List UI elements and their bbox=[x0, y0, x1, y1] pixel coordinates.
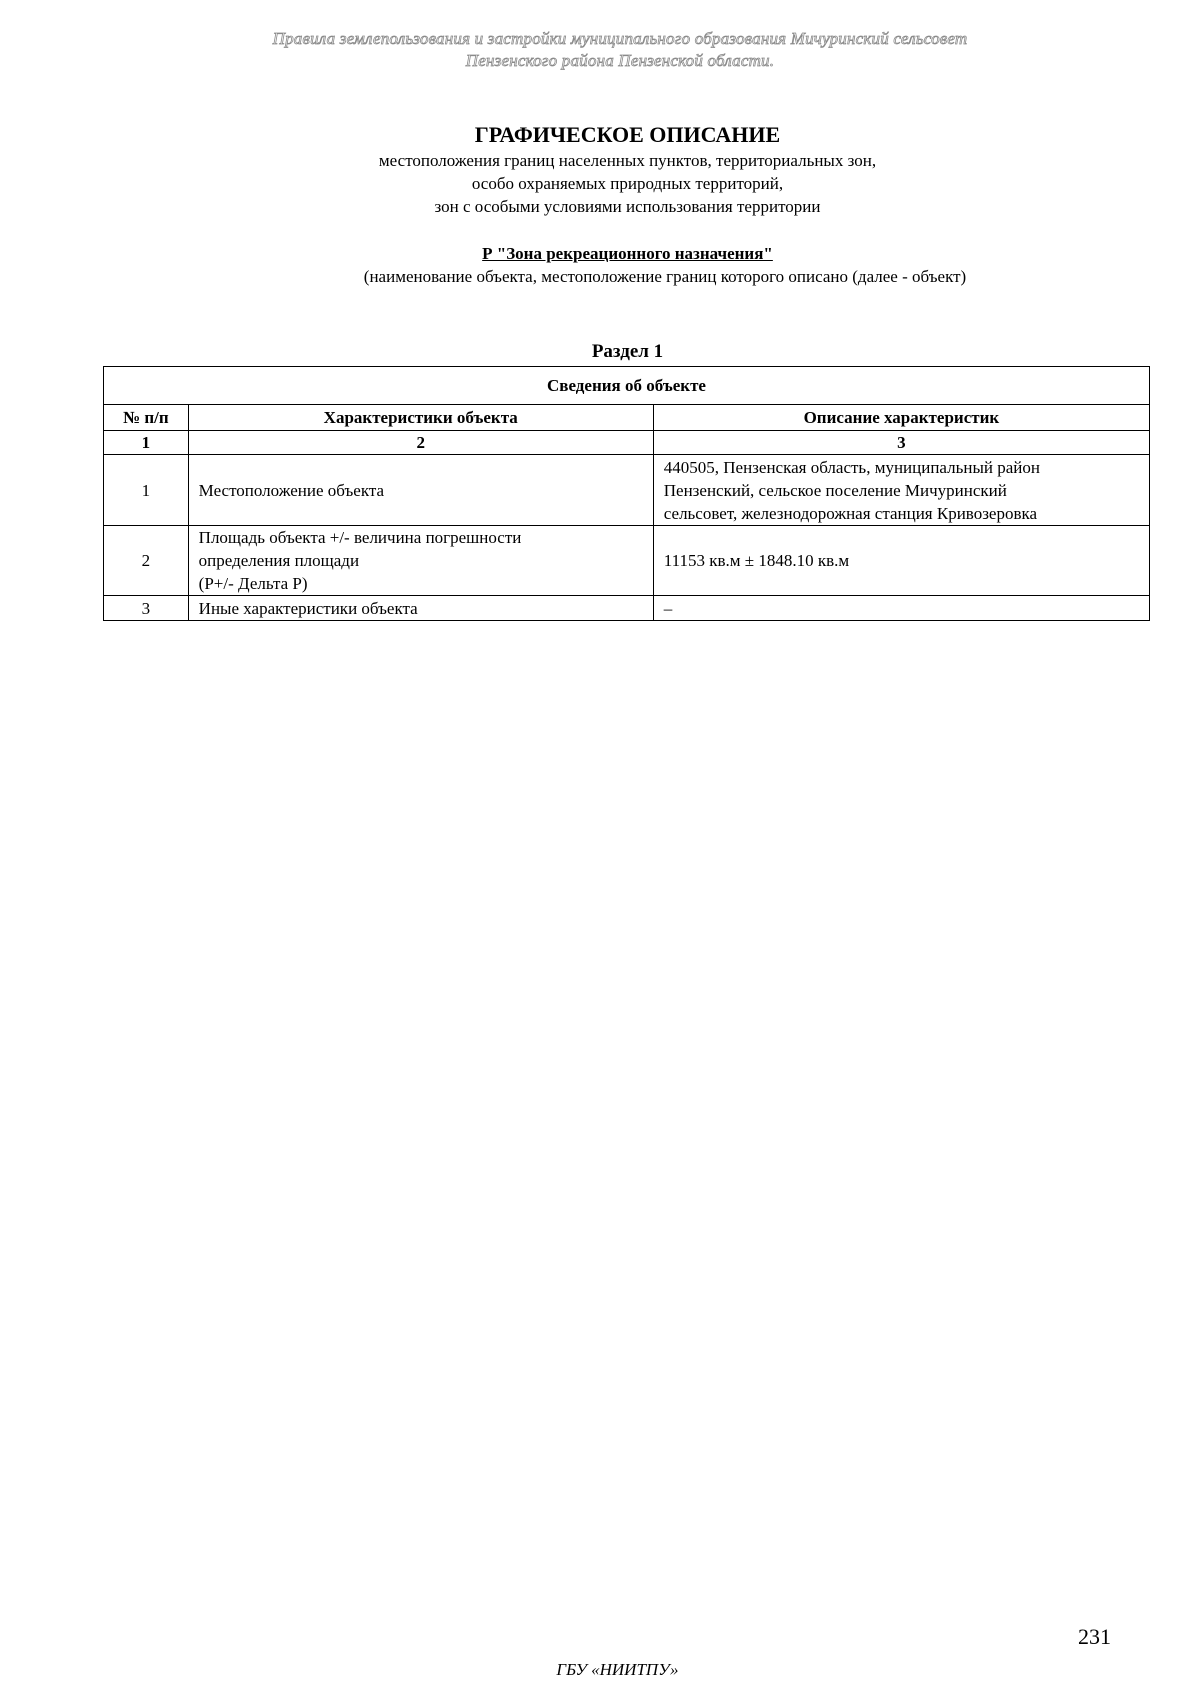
table-caption: Сведения об объекте bbox=[104, 367, 1150, 405]
subtitle-line-3: зон с особыми условиями использования территории bbox=[434, 197, 821, 216]
document-title: ГРАФИЧЕСКОЕ ОПИСАНИЕ bbox=[474, 122, 781, 147]
header-line-2: Пензенского района Пензенской области. bbox=[465, 51, 775, 70]
row-number: 2 bbox=[104, 526, 189, 596]
description-line: сельсовет, железнодорожная станция Кривозеровка bbox=[663, 503, 1038, 523]
description-line: 440505, Пензенская область, муниципальный район bbox=[663, 457, 1040, 477]
characteristic-line: определения площади bbox=[198, 551, 360, 570]
object-name bbox=[0, 243, 1200, 265]
column-number-1: 1 bbox=[104, 431, 189, 455]
column-number-row bbox=[104, 431, 1150, 455]
header-description: Описание характеристик bbox=[653, 405, 1149, 431]
subtitle-line-1: местоположения границ населенных пунктов, территориальных зон, bbox=[378, 151, 877, 170]
object-info-table bbox=[103, 366, 1150, 621]
description-line: Пензенский, сельское поселение Мичуринский bbox=[663, 480, 1007, 500]
description-line: 11153 кв.м ± 1848.10 кв.м bbox=[663, 551, 850, 570]
row-characteristic bbox=[188, 526, 653, 596]
table-row bbox=[104, 526, 1150, 596]
header-line-1: Правила землепользования и застройки муниципального образования Мичуринский сельсовет bbox=[272, 29, 968, 48]
characteristic-line: (Р+/- Дельта Р) bbox=[198, 574, 308, 593]
header-number: № п/п bbox=[104, 405, 189, 431]
table-header-row bbox=[104, 405, 1150, 431]
column-number-3: 3 bbox=[653, 431, 1149, 455]
row-characteristic bbox=[188, 596, 653, 621]
description-line: – bbox=[663, 598, 673, 618]
characteristic-line: Местоположение объекта bbox=[198, 480, 385, 500]
row-description bbox=[653, 455, 1149, 526]
page-number: 231 bbox=[1078, 1624, 1111, 1649]
row-characteristic bbox=[188, 455, 653, 526]
subtitle-line-2: особо охраняемых природных территорий, bbox=[471, 174, 784, 193]
row-description bbox=[653, 596, 1149, 621]
table-row bbox=[104, 455, 1150, 526]
object-name-text: Р "Зона рекреационного назначения" bbox=[482, 244, 773, 263]
header-characteristic: Характеристики объекта bbox=[188, 405, 653, 431]
object-name-caption: (наименование объекта, местоположение границ которого описано (далее - объект) bbox=[363, 267, 967, 286]
column-number-2: 2 bbox=[188, 431, 653, 455]
row-description bbox=[653, 526, 1149, 596]
page-footer: ГБУ «НИИТПУ» bbox=[556, 1660, 679, 1679]
row-number: 3 bbox=[104, 596, 189, 621]
characteristic-line: Иные характеристики объекта bbox=[198, 598, 418, 618]
row-number: 1 bbox=[104, 455, 189, 526]
table-row bbox=[104, 596, 1150, 621]
table-caption-row bbox=[104, 367, 1150, 405]
section-title: Раздел 1 bbox=[591, 341, 664, 362]
document-subtitle bbox=[0, 149, 1200, 218]
characteristic-line: Площадь объекта +/- величина погрешности bbox=[198, 528, 522, 547]
page-header bbox=[0, 28, 1200, 72]
